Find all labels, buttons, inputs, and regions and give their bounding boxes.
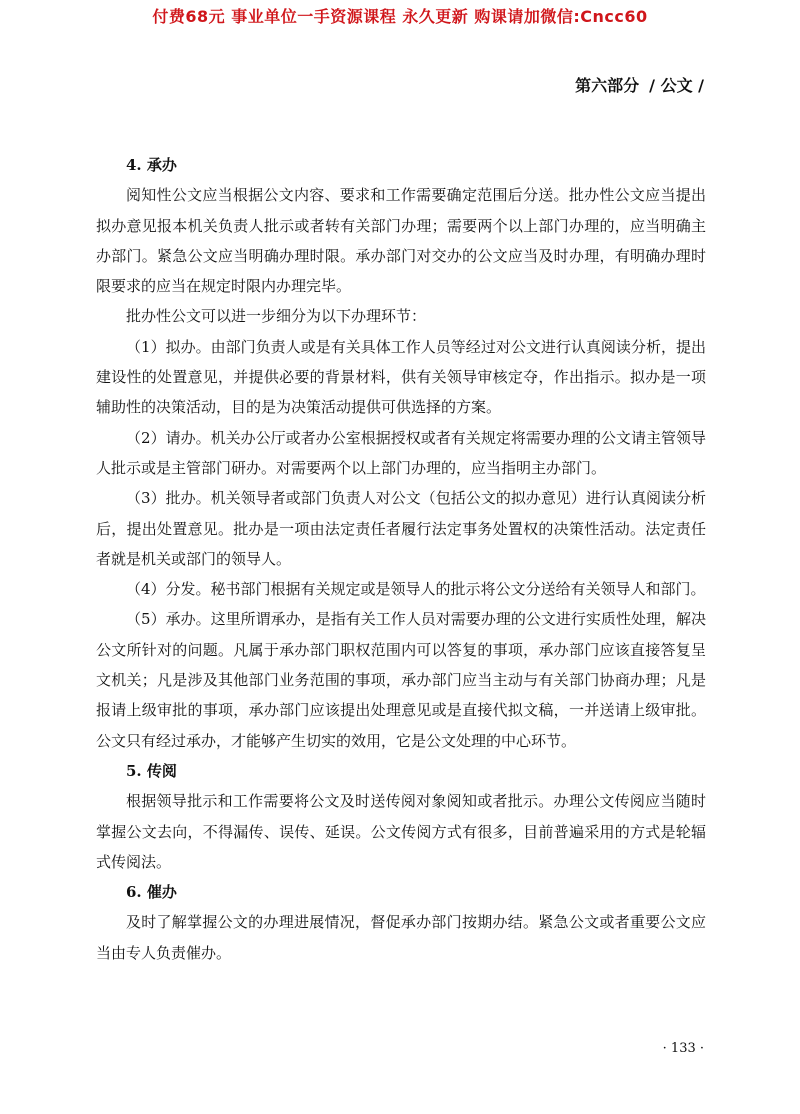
section-header	[575, 73, 704, 96]
document-body	[96, 150, 706, 968]
paragraph: （3）批办。机关领导者或部门负责人对公文（包括公文的拟办意见）进行认真阅读分析后，提出处置意见。批办是一项由法定责任者履行法定事务处置权的决策性活动。法定责任者就是机关或部门的领导人。	[96, 489, 706, 568]
heading-chuanyue: 5. 传阅	[126, 761, 177, 780]
paragraph: 根据领导批示和工作需要将公文及时送传阅对象阅知或者批示。办理公文传阅应当随时掌握公文去向，不得漏传、误传、延误。公文传阅方式有很多，目前普遍采用的方式是轮辐式传阅法。	[96, 792, 706, 871]
paragraph: （2）请办。机关办公厅或者办公室根据授权或者有关规定将需要办理的公文请主管领导人批示或是主管部门研办。对需要两个以上部门办理的，应当指明主办部门。	[96, 428, 706, 477]
paragraph: 批办性公文可以进一步细分为以下办理环节：	[126, 307, 427, 326]
part-label: 第六部分	[575, 76, 640, 95]
paragraph: （4）分发。秘书部门根据有关规定或是领导人的批示将公文分送给有关领导人和部门。	[126, 580, 706, 599]
heading-chengban: 4. 承办	[126, 156, 177, 174]
paragraph: 及时了解掌握公文的办理进展情况，督促承办部门按期办结。紧急公文或者重要公文应当由专人负责催办。	[96, 913, 706, 962]
paragraph: （5）承办。这里所谓承办，是指有关工作人员对需要办理的公文进行实质性处理，解决公文所针对的问题。凡属于承办部门职权范围内可以答复的事项，承办部门应该直接答复呈文机关；凡是涉及其他部门业务范围的事项，承办部门应当主动与有关部门协商办理；凡是报请上级审批的事项，承办部门应该提出处理意见或是直接代拟文稿，一并送请上级审批。公文只有经过承办，才能够产生切实的效用，它是公文处理的中心环节。	[96, 610, 706, 750]
paragraph: （1）拟办。由部门负责人或是有关具体工作人员等经过对公文进行认真阅读分析，提出建设性的处置意见，并提供必要的背景材料，供有关领导审核定夺，作出指示。拟办是一项辅助性的决策活动，目的是为决策活动提供可供选择的方案。	[96, 337, 706, 417]
heading-cuiban: 6. 催办	[126, 883, 177, 902]
watermark-banner: 付费68元 事业单位一手资源课程 永久更新 购课请加微信:Cncc60	[152, 7, 648, 26]
paragraph: 阅知性公文应当根据公文内容、要求和工作需要确定范围后分送。批办性公文应当提出拟办意见报本机关负责人批示或者转有关部门办理；需要两个以上部门办理的，应当明确主办部门。紧急公文应当明确办理时限。承办部门对交办的公文应当及时办理，有明确办理时限要求的应当在规定时限内办理完毕。	[96, 186, 706, 296]
section-label: / 公文 /	[649, 76, 704, 95]
page-number: · 133 ·	[662, 1041, 704, 1056]
